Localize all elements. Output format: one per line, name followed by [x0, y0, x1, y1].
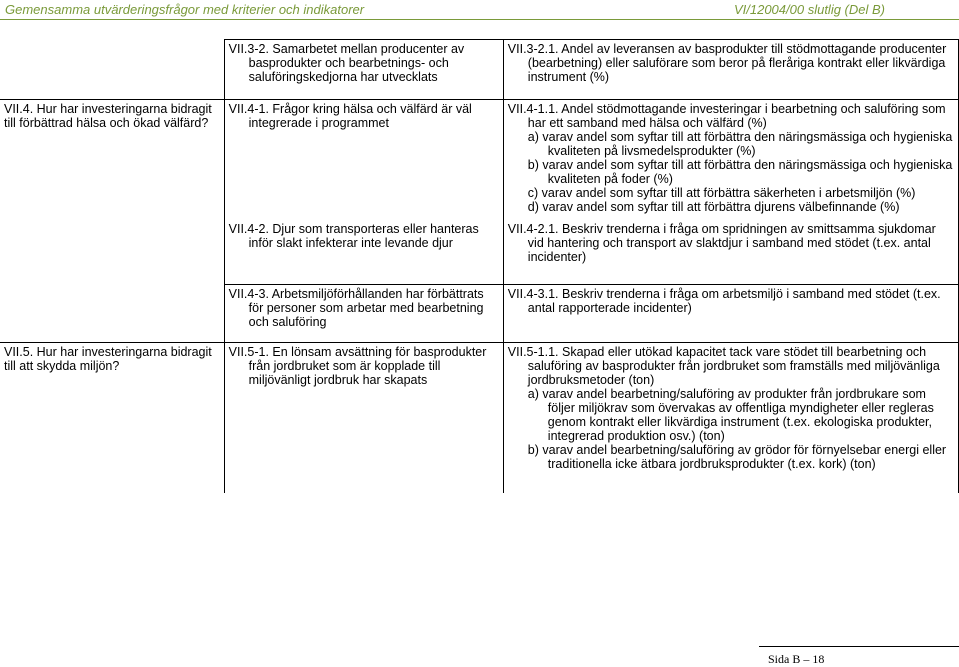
footer-rule — [759, 646, 959, 647]
table-row — [0, 40, 959, 100]
indicator-text: VII.3-2.1. Andel av leveransen av basprodukter till stödmottagande producenter (bearbetning) eller saluförare som beror på fleråriga kontrakt eller likvärdiga instrument (%) — [507, 42, 947, 84]
criterion-cell — [224, 40, 503, 100]
question-text: VII.4. Hur har investeringarna bidragit till förbättrad hälsa och ökad välfärd? — [4, 102, 212, 130]
indicator-sub: b) varav andel bearbetning/saluföring av grödor för förnyelsebar energi eller traditionella icke ätbara jordbruksprodukter (t.ex. kork) (ton) — [527, 443, 947, 471]
indicator-sub: d) varav andel som syftar till att förbättra djurens välbefinnande (%) — [527, 200, 900, 214]
indicator-sub: a) varav andel som syftar till att förbättra den näringsmässiga och hygieniska kvaliteten på livsmedelsprodukter (%) — [527, 130, 953, 158]
header-doc-ref: VI/12004/00 slutlig (Del B) — [733, 2, 885, 17]
indicator-sub: a) varav andel bearbetning/saluföring av produkter från jordbrukare som följer miljökrav som övervakas av offentliga myndigheter eller regleras genom kontrakt eller likvärdiga instrument (t.ex. ekologiska produkter, integrerad produktion osv.) (ton) — [527, 387, 934, 443]
indicator-text: VII.5-1.1. Skapad eller utökad kapacitet tack vare stödet till bearbetning och saluföring av basprodukter från jordbruket som framställs med miljövänliga jordbruksmetoder (ton) — [507, 345, 940, 387]
criterion-text: VII.5-1. En lönsam avsättning för basprodukter från jordbruket som är kopplade till miljövänligt jordbruk har skapats — [228, 345, 487, 387]
question-cell — [0, 343, 224, 493]
page-header — [0, 0, 959, 20]
question-cell — [0, 40, 224, 100]
question-cell — [0, 100, 224, 343]
criterion-cell — [224, 343, 503, 493]
indicator-sub: b) varav andel som syftar till att förbättra den näringsmässiga och hygieniska kvaliteten på foder (%) — [527, 158, 953, 186]
page-number: Sida B – 18 — [768, 652, 825, 666]
table-row — [0, 100, 959, 343]
criterion-text: VII.4-2. Djur som transporteras eller hanteras inför slakt infekterar inte levande djur — [228, 222, 479, 250]
indicator-cell — [503, 100, 958, 343]
criterion-text: VII.4-3. Arbetsmiljöförhållanden har förbättrats för personer som arbetar med bearbetning och saluföring — [228, 287, 484, 329]
criterion-text: VII.3-2. Samarbetet mellan producenter av basprodukter och bearbetnings- och saluföringskedjorna har utvecklats — [228, 42, 465, 84]
header-title: Gemensamma utvärderingsfrågor med kriterier och indikatorer — [5, 2, 365, 17]
question-text: VII.5. Hur har investeringarna bidragit till att skydda miljön? — [4, 345, 212, 373]
indicator-cell — [503, 40, 958, 100]
evaluation-table — [0, 39, 959, 493]
criterion-cell — [224, 100, 503, 343]
header-rule — [0, 19, 959, 20]
table-row — [0, 343, 959, 493]
criterion-text: VII.4-1. Frågor kring hälsa och välfärd är väl integrerade i programmet — [228, 102, 472, 130]
indicator-text: VII.4-2.1. Beskriv trenderna i fråga om spridningen av smittsamma sjukdomar vid hantering och transport av slaktdjur i samband med stödet (t.ex. antal incidenter) — [507, 222, 936, 264]
indicator-sub: c) varav andel som syftar till att förbättra säkerheten i arbetsmiljön (%) — [527, 186, 916, 200]
indicator-text: VII.4-3.1. Beskriv trenderna i fråga om arbetsmiljö i samband med stödet (t.ex. antal rapporterade incidenter) — [507, 287, 941, 315]
indicator-cell — [503, 343, 958, 493]
indicator-text: VII.4-1.1. Andel stödmottagande investeringar i bearbetning och saluföring som har ett samband med hälsa och välfärd (%) — [507, 102, 946, 130]
